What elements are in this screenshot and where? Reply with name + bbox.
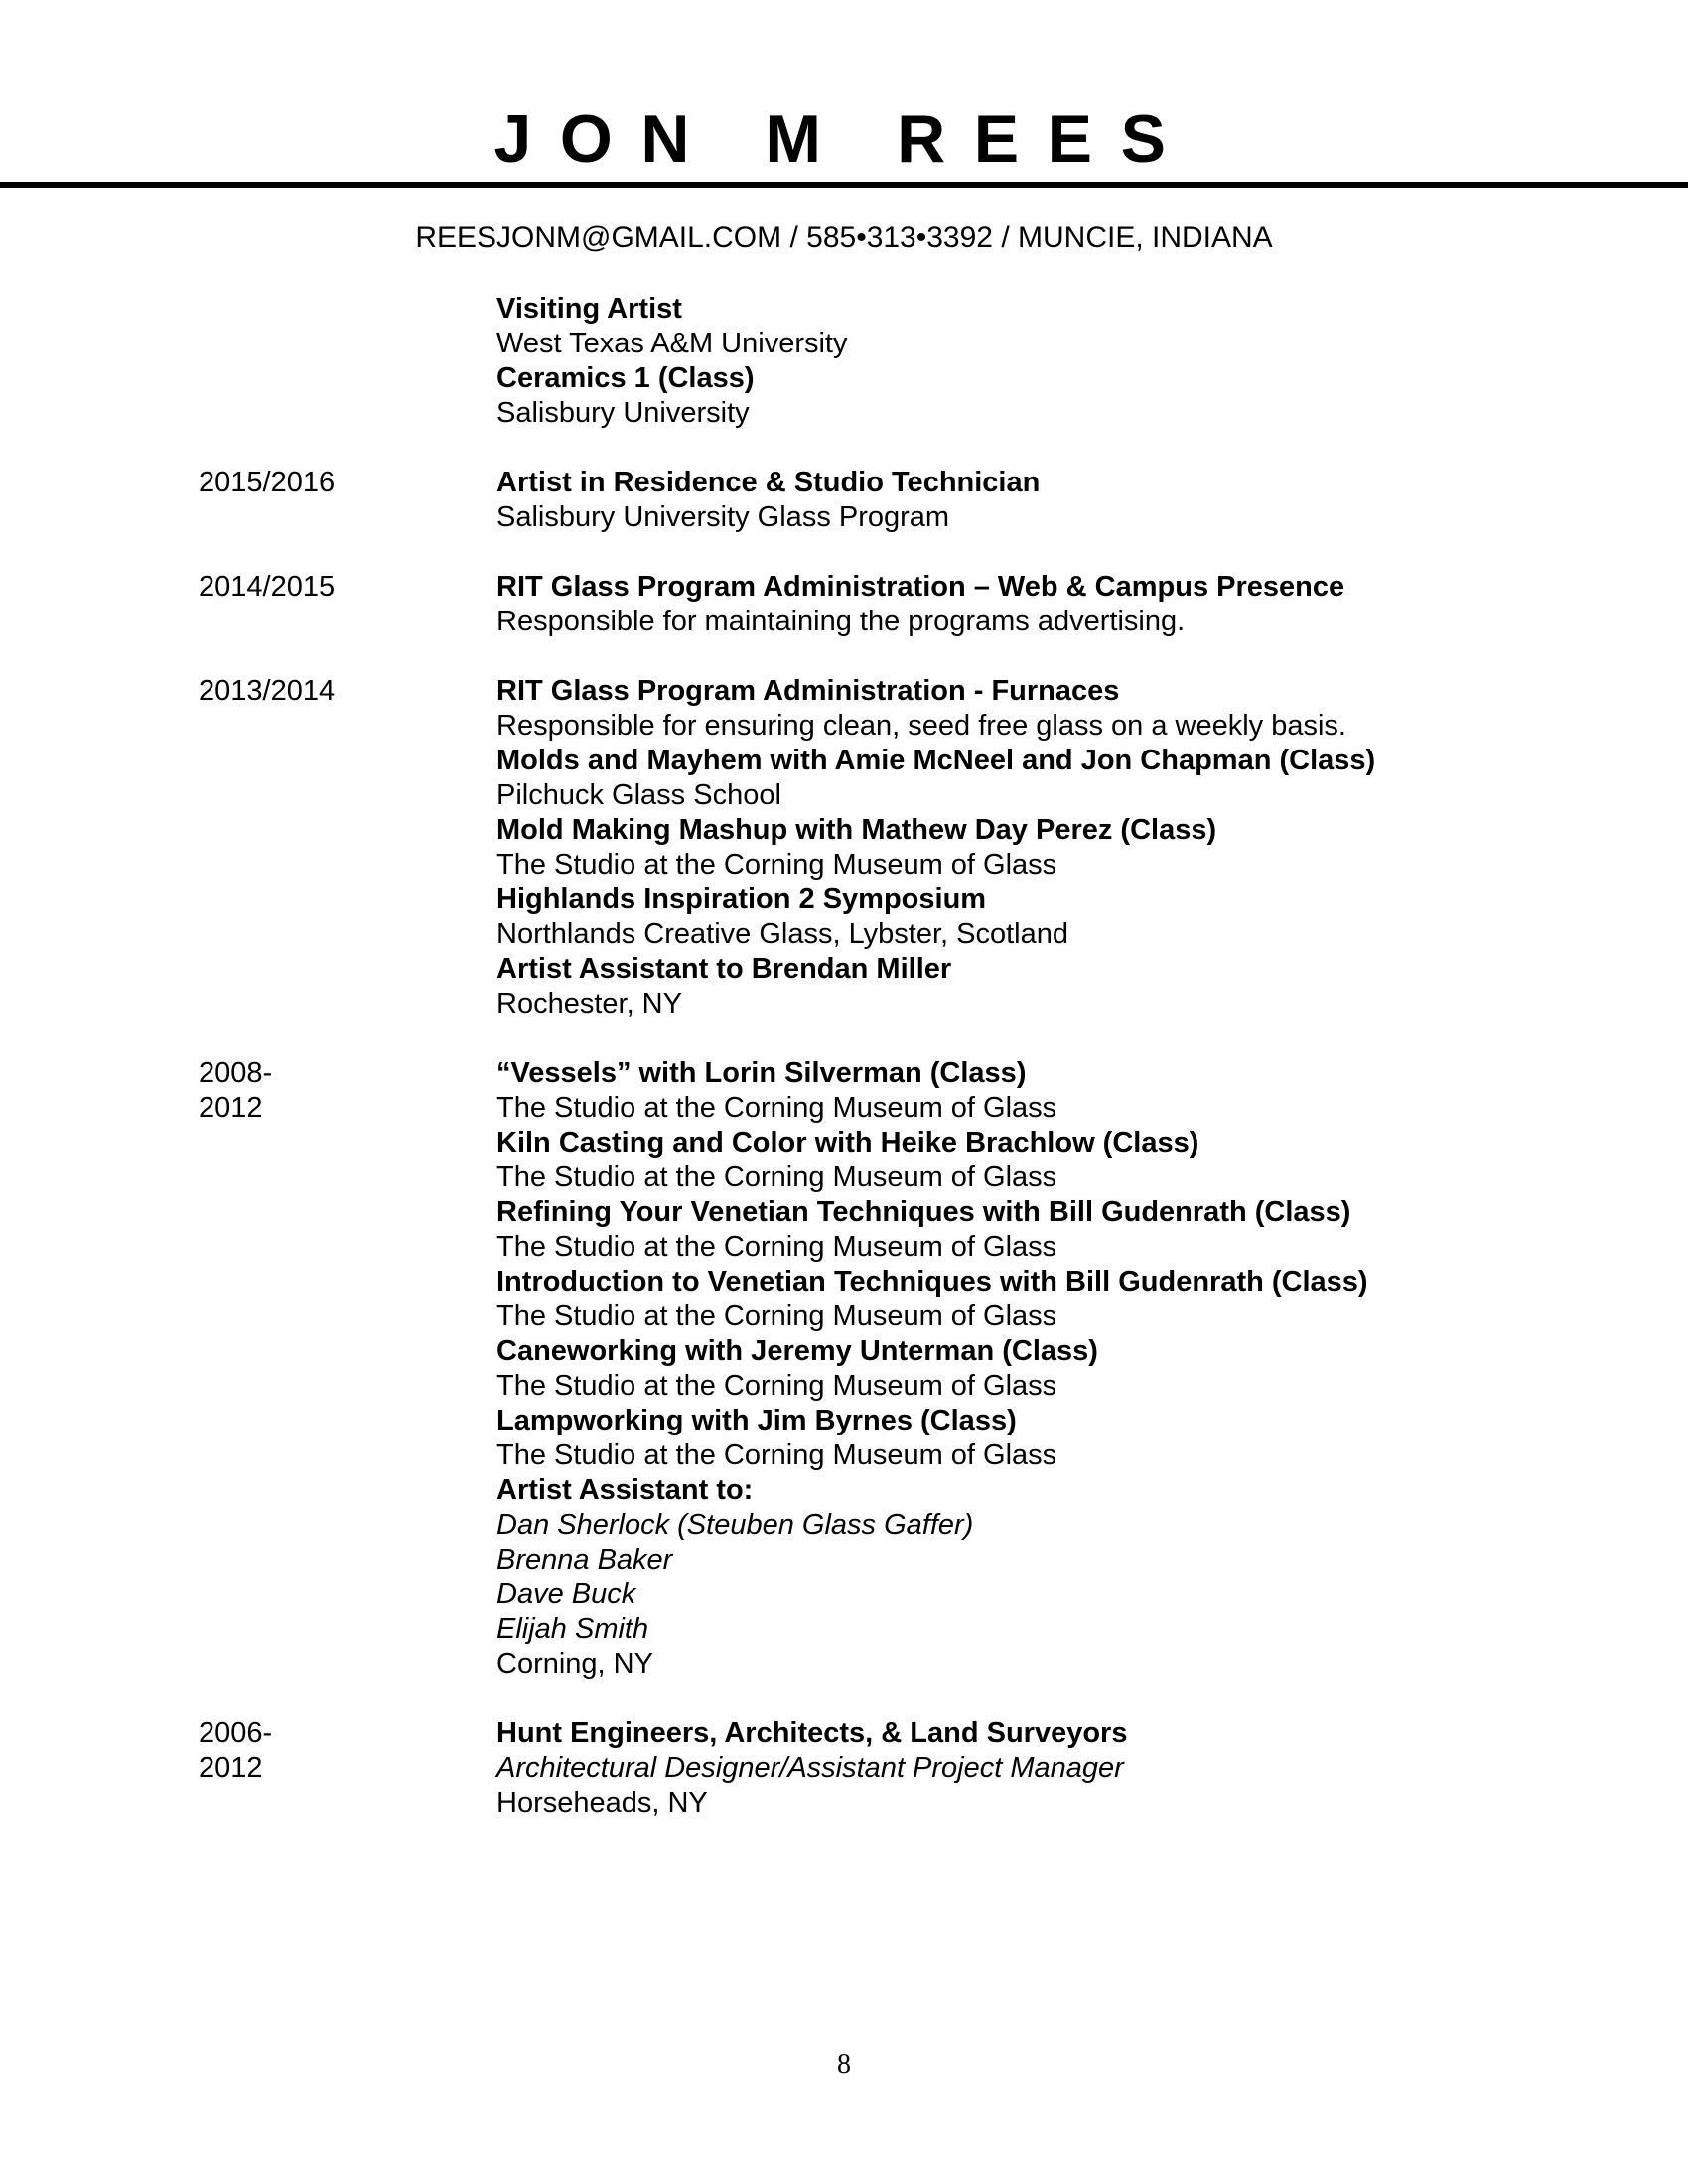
entry-title: Visiting Artist <box>496 293 682 325</box>
entry-detail: Pilchuck Glass School <box>496 779 781 811</box>
entry-title: Artist in Residence & Studio Technician <box>496 467 1041 498</box>
entry-detail: Salisbury University Glass Program <box>496 501 950 533</box>
header-divider <box>0 182 1688 188</box>
resume-name: JON M REES <box>493 101 1195 177</box>
entry-role: Architectural Designer/Assistant Project Manager <box>496 1752 1124 1784</box>
entry-detail: The Studio at the Corning Museum of Glass <box>496 1370 1057 1402</box>
entry-detail: Rochester, NY <box>496 988 682 1020</box>
entry-role: Elijah Smith <box>496 1613 649 1645</box>
entry-details <box>298 674 1375 1022</box>
experience-entry <box>0 1056 1688 1682</box>
entry-year <box>0 292 298 431</box>
entry-year: 2013/2014 <box>199 675 336 707</box>
entry-title: Artist Assistant to Brendan Miller <box>496 953 952 985</box>
entry-detail: The Studio at the Corning Museum of Glass <box>496 1231 1057 1263</box>
entry-detail: West Texas A&M University <box>496 328 848 359</box>
experience-list <box>0 292 1688 1821</box>
entry-title: Mold Making Mashup with Mathew Day Perez (Class) <box>496 814 1217 846</box>
entry-detail: The Studio at the Corning Museum of Glass <box>496 1092 1057 1124</box>
entry-title: RIT Glass Program Administration - Furnaces <box>496 675 1120 707</box>
entry-detail: Responsible for maintaining the programs advertising. <box>496 606 1186 637</box>
entry-detail: The Studio at the Corning Museum of Glass <box>496 1161 1057 1193</box>
entry-details <box>298 1716 1127 1821</box>
entry-title: Lampworking with Jim Byrnes (Class) <box>496 1405 1017 1436</box>
entry-title: Hunt Engineers, Architects, & Land Surveyors <box>496 1717 1128 1749</box>
entry-title: RIT Glass Program Administration – Web & Campus Presence <box>496 571 1345 603</box>
entry-title: “Vessels” with Lorin Silverman (Class) <box>496 1057 1027 1089</box>
entry-year: 2015/2016 <box>199 467 336 498</box>
experience-entry <box>0 466 1688 535</box>
entry-details <box>298 292 847 431</box>
contact-info: REESJONM@GMAIL.COM / 585•313•3392 / MUNCIE, INDIANA <box>415 221 1273 254</box>
experience-entry <box>0 1716 1688 1821</box>
entry-role: Brenna Baker <box>496 1544 673 1575</box>
entry-role: Dan Sherlock (Steuben Glass Gaffer) <box>496 1509 974 1541</box>
entry-title: Introduction to Venetian Techniques with Bill Gudenrath (Class) <box>496 1266 1368 1297</box>
entry-detail: Northlands Creative Glass, Lybster, Scotland <box>496 918 1068 950</box>
experience-entry <box>0 674 1688 1022</box>
entry-detail: The Studio at the Corning Museum of Glass <box>496 1300 1057 1332</box>
entry-detail: Corning, NY <box>496 1648 653 1680</box>
entry-title: Molds and Mayhem with Amie McNeel and Jon Chapman (Class) <box>496 745 1376 776</box>
entry-details <box>298 570 1344 639</box>
experience-entry <box>0 570 1688 639</box>
entry-detail: Salisbury University <box>496 397 750 429</box>
entry-year: 2008-2012 <box>199 1057 273 1124</box>
entry-role: Dave Buck <box>496 1578 636 1610</box>
entry-detail: Horseheads, NY <box>496 1787 708 1819</box>
entry-title: Kiln Casting and Color with Heike Brachlow (Class) <box>496 1127 1199 1159</box>
page-number: 8 <box>837 2049 851 2080</box>
entry-details <box>298 466 1040 535</box>
entry-title: Caneworking with Jeremy Unterman (Class) <box>496 1335 1098 1367</box>
entry-detail: The Studio at the Corning Museum of Glass <box>496 849 1057 881</box>
entry-title: Refining Your Venetian Techniques with Bill Gudenrath (Class) <box>496 1196 1351 1228</box>
entry-title: Ceramics 1 (Class) <box>496 362 755 394</box>
experience-entry <box>0 292 1688 431</box>
entry-title: Artist Assistant to: <box>496 1474 754 1506</box>
entry-detail: Responsible for ensuring clean, seed free glass on a weekly basis. <box>496 710 1346 742</box>
entry-details <box>298 1056 1368 1682</box>
entry-title: Highlands Inspiration 2 Symposium <box>496 884 987 915</box>
entry-year: 2006-2012 <box>199 1717 273 1784</box>
entry-detail: The Studio at the Corning Museum of Glass <box>496 1439 1057 1471</box>
entry-year: 2014/2015 <box>199 571 336 603</box>
